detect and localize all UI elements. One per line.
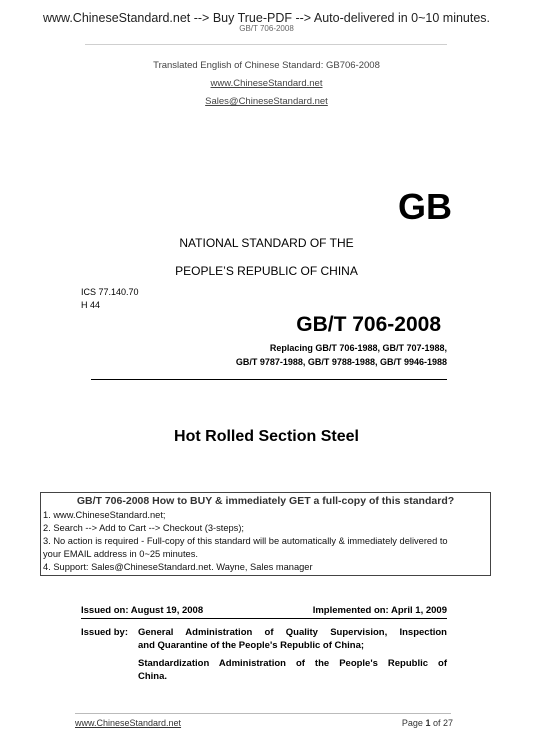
footer-divider (75, 713, 451, 714)
issued-on: Issued on: August 19, 2008 (81, 605, 204, 616)
page-indicator (402, 718, 453, 728)
page-number: 1 (425, 718, 431, 728)
document-title: Hot Rolled Section Steel (174, 428, 359, 445)
buy-info-box (40, 492, 491, 576)
replacing-line-2: GB/T 9787-1988, GB/T 9788-1988, GB/T 9946-1988 (235, 357, 447, 367)
email-link[interactable]: Sales@ChineseStandard.net (205, 96, 328, 107)
page-prefix: Page (401, 718, 426, 728)
site-link[interactable]: www.ChineseStandard.net (210, 78, 323, 89)
header-divider (85, 44, 447, 45)
issue-dates-underline (81, 618, 447, 619)
buy-box-line: 3. No action is required - Full-copy of this standard will be automatically & immediately delivered to (43, 536, 448, 546)
gb-mark: GB (398, 186, 452, 227)
standard-number: GB/T 706-2008 (296, 313, 441, 336)
h-code: H 44 (81, 300, 101, 310)
ics-code: ICS 77.140.70 (81, 287, 139, 297)
buy-box-line[interactable]: 1. www.ChineseStandard.net; (43, 510, 166, 520)
header-code: GB/T 706-2008 (239, 24, 294, 33)
implemented-on: Implemented on: April 1, 2009 (312, 605, 447, 616)
issuer-2-line-1: Standardization Administration of the People's Republic of (138, 658, 447, 669)
buy-box-line: 4. Support: Sales@ChineseStandard.net. Wayne, Sales manager (43, 562, 313, 572)
page-suffix: of 27 (430, 718, 453, 728)
promo-banner[interactable]: www.ChineseStandard.net --> Buy True-PDF --> Auto-delivered in 0~10 minutes. (42, 11, 491, 25)
national-standard-line: NATIONAL STANDARD OF THE (179, 236, 354, 250)
issuer-2-line-2: China. (138, 671, 168, 682)
buy-box-line: 2. Search --> Add to Cart --> Checkout (3-steps); (43, 523, 244, 533)
republic-line: PEOPLE’S REPUBLIC OF CHINA (175, 264, 358, 278)
buy-box-line: your EMAIL address in 0~25 minutes. (43, 549, 198, 559)
issuer-1-line-2: and Quarantine of the People's Republic of China; (138, 640, 365, 651)
translated-line: Translated English of Chinese Standard: GB706-2008 (153, 60, 380, 71)
footer-site-link[interactable]: www.ChineseStandard.net (75, 718, 182, 728)
issued-by-label: Issued by: (81, 627, 128, 638)
issue-dates-row (81, 605, 447, 619)
title-divider (91, 379, 447, 380)
issuer-1-line-1: General Administration of Quality Supervision, Inspection (138, 627, 447, 638)
replacing-line-1: Replacing GB/T 706-1988, GB/T 707-1988, (269, 343, 447, 353)
buy-box-heading: GB/T 706-2008 How to BUY & immediately GET a full-copy of this standard? (76, 495, 455, 507)
